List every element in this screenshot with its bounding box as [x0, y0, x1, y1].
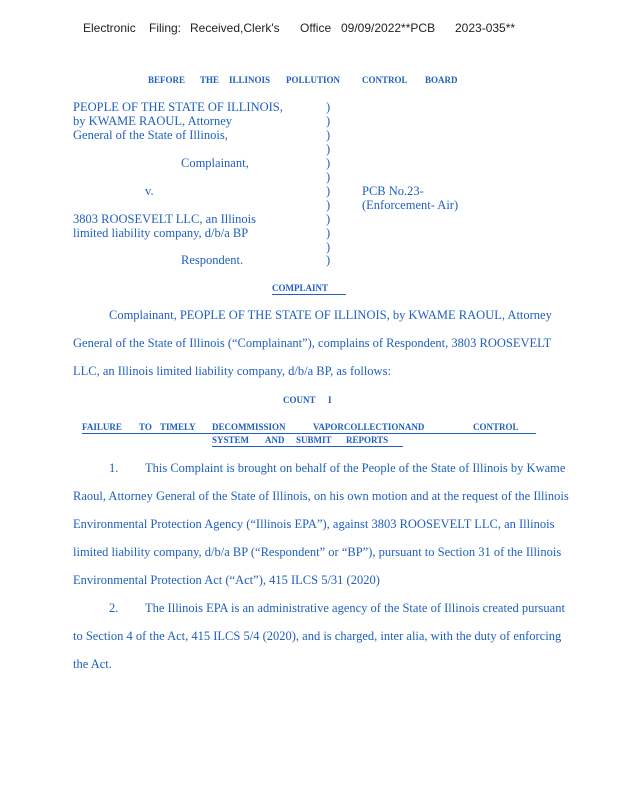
paragraph-line: to Section 4 of the Act, 415 ILCS 5/4 (2020), and is charged, inter alia, with the duty of enforcing	[73, 629, 562, 643]
caption-paren: )	[326, 212, 331, 226]
caption-paren: )	[326, 184, 331, 198]
caption-paren: )	[326, 226, 331, 240]
count-title-underline	[82, 433, 536, 434]
count-title-word: TO	[139, 422, 152, 432]
paragraph-line: Raoul, Attorney General of the State of Illinois, on his own motion and at the request of the Illinois	[73, 489, 569, 503]
count-title-word: SYSTEM	[212, 435, 250, 445]
paragraph-number: 2.	[109, 601, 119, 615]
intro-line: General of the State of Illinois (“Complainant”), complains of Respondent, 3803 ROOSEVELT	[73, 336, 552, 350]
paragraph-line: Environmental Protection Agency (“Illinois EPA”), against 3803 ROOSEVELT LLC, an Illinois	[73, 517, 555, 531]
count-label: COUNT	[283, 395, 316, 405]
caption-respondent-label: Respondent.	[181, 253, 244, 267]
caption-paren: )	[326, 128, 331, 142]
case-number: PCB No.23-	[362, 184, 424, 198]
board-heading-word: THE	[200, 75, 220, 85]
paragraph-line: limited liability company, d/b/a BP (“Respondent” or “BP”), pursuant to Section 31 of the Illinois	[73, 545, 562, 559]
complaint-title-underline	[272, 294, 346, 295]
caption-paren: )	[326, 142, 331, 156]
filing-header-case: 2023-035**	[455, 21, 516, 35]
filing-header-word: Electronic	[83, 21, 136, 35]
caption-respondent-line: 3803 ROOSEVELT LLC, an Illinois	[73, 212, 256, 226]
paragraph-line: the Act.	[73, 657, 112, 671]
caption-paren: )	[326, 100, 331, 114]
count-title-word: REPORTS	[346, 435, 389, 445]
paragraph-number: 1.	[109, 461, 119, 475]
caption-paren: )	[326, 114, 331, 128]
caption-paren: )	[326, 253, 331, 267]
count-title-word: SUBMIT	[296, 435, 332, 445]
count-title-word: TIMELY	[160, 422, 196, 432]
caption-complainant-label: Complainant,	[181, 156, 249, 170]
paragraph-line: Environmental Protection Act (“Act”), 415 ILCS 5/31 (2020)	[73, 573, 380, 587]
filing-header-date: 09/09/2022**PCB	[341, 21, 436, 35]
board-heading-word: BOARD	[425, 75, 458, 85]
board-heading-word: POLLUTION	[286, 75, 341, 85]
complaint-title: COMPLAINT	[272, 283, 328, 293]
paragraph-line: This Complaint is brought on behalf of the People of the State of Illinois by Kwame	[145, 461, 566, 475]
count-title-word: CONTROL	[473, 422, 519, 432]
count-title-word: FAILURE	[82, 422, 122, 432]
caption-paren: )	[326, 240, 331, 254]
caption-party-line: by KWAME RAOUL, Attorney	[73, 114, 233, 128]
caption-versus: v.	[145, 184, 154, 198]
caption-party-line: General of the State of Illinois,	[73, 128, 228, 142]
case-type: (Enforcement- Air)	[362, 198, 459, 212]
filing-header-word: Filing:	[149, 21, 182, 35]
caption-paren: )	[326, 170, 331, 184]
filing-header-word: Office	[300, 21, 332, 35]
board-heading-word: ILLINOIS	[229, 75, 271, 85]
filing-header-word: Received,Clerk's	[190, 21, 280, 35]
count-title-word: DECOMMISSION	[212, 422, 286, 432]
board-heading-word: BEFORE	[148, 75, 186, 85]
intro-line: Complainant, PEOPLE OF THE STATE OF ILLINOIS, by KWAME RAOUL, Attorney	[109, 308, 552, 322]
intro-line: LLC, an Illinois limited liability company, d/b/a BP, as follows:	[73, 364, 391, 378]
caption-paren: )	[326, 198, 331, 212]
count-number: I	[328, 395, 332, 405]
count-title-word: VAPORCOLLECTIONAND	[313, 422, 425, 432]
board-heading-word: CONTROL	[362, 75, 408, 85]
count-title-underline	[212, 446, 403, 447]
paragraph-line: The Illinois EPA is an administrative agency of the State of Illinois created pursuant	[145, 601, 565, 615]
count-title-word: AND	[265, 435, 285, 445]
caption-paren: )	[326, 156, 331, 170]
caption-party-line: PEOPLE OF THE STATE OF ILLINOIS,	[73, 100, 283, 114]
caption-respondent-line: limited liability company, d/b/a BP	[73, 226, 249, 240]
